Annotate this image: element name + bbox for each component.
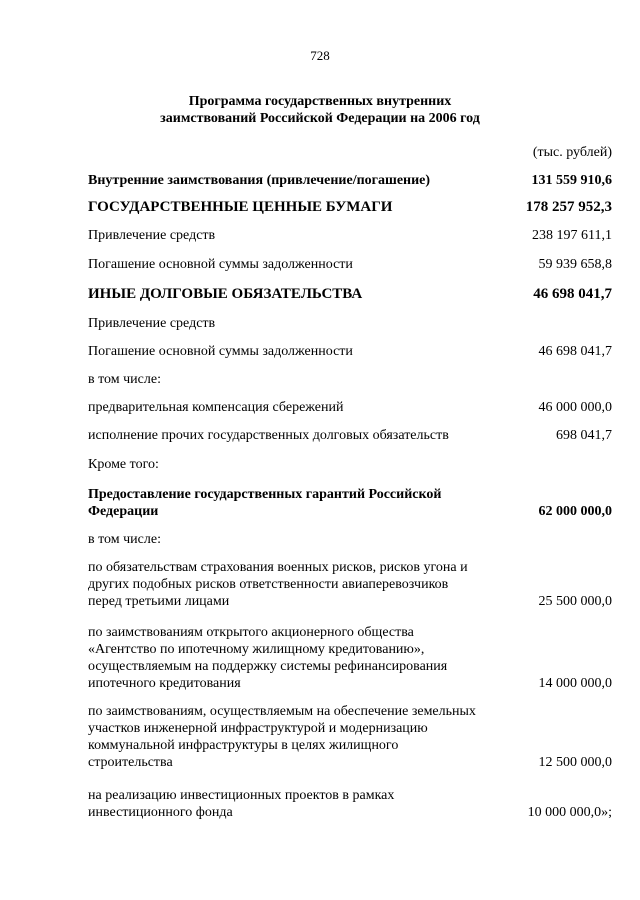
row-domestic-borrowings <box>88 172 612 189</box>
row-value: 62 000 000,0 <box>538 504 612 519</box>
row-label-line: строительства <box>88 755 173 770</box>
row-label: в том числе: <box>88 532 161 547</box>
row-including-2 <box>88 531 612 548</box>
row-funds-raising <box>88 227 612 244</box>
row-value: 131 559 910,6 <box>531 173 612 188</box>
row-label: Привлечение средств <box>88 228 216 243</box>
row-mortgage-agency <box>88 624 612 692</box>
row-label: Кроме того: <box>88 457 159 472</box>
row-label-line: Предоставление государственных гарантий Российской <box>88 487 442 502</box>
row-label: исполнение прочих государственных долговых обязательств <box>88 428 449 443</box>
row-label-line: «Агентство по ипотечному жилищному кредитованию», <box>88 642 425 657</box>
row-label: в том числе: <box>88 372 161 387</box>
row-label <box>88 703 528 771</box>
row-war-risk-insurance <box>88 559 612 610</box>
row-including <box>88 371 612 388</box>
row-value: 59 939 658,8 <box>538 257 612 272</box>
row-value: 10 000 000,0»; <box>527 805 612 820</box>
document-title <box>0 93 640 127</box>
row-label-line: перед третьими лицами <box>88 594 230 609</box>
row-value: 178 257 952,3 <box>525 199 612 215</box>
title-line-1: Программа государственных внутренних <box>188 94 452 109</box>
page-number: 728 <box>310 48 330 63</box>
row-value: 46 698 041,7 <box>538 344 612 359</box>
title-line-2: заимствований Российской Федерации на 2006 год <box>160 111 480 126</box>
row-investment-fund <box>88 787 612 821</box>
row-value: 238 197 611,1 <box>532 228 612 243</box>
row-label <box>88 486 518 520</box>
row-label: ГОСУДАРСТВЕННЫЕ ЦЕННЫЕ БУМАГИ <box>88 199 393 215</box>
row-label-line: по обязательствам страхования военных рисков, рисков угона и <box>88 560 468 575</box>
row-principal-repayment <box>88 256 612 273</box>
row-label-line: других подобных рисков ответственности авиаперевозчиков <box>88 577 449 592</box>
row-label-line: участков инженерной инфраструктурой и модернизацию <box>88 721 428 736</box>
row-label-line: Федерации <box>88 504 159 519</box>
row-label: предварительная компенсация сбережений <box>88 400 344 415</box>
row-label-line: осуществляемым на поддержку системы рефинансирования <box>88 659 448 674</box>
row-savings-compensation <box>88 399 612 416</box>
row-state-guarantees <box>88 486 612 520</box>
row-value: 12 500 000,0 <box>538 755 612 770</box>
row-besides <box>88 456 612 473</box>
row-label-line: коммунальной инфраструктуры в целях жилищного <box>88 738 399 753</box>
row-label-line: инвестиционного фонда <box>88 805 233 820</box>
row-value: 698 041,7 <box>556 428 612 443</box>
row-label <box>88 624 528 692</box>
row-value: 14 000 000,0 <box>538 676 612 691</box>
row-land-infrastructure <box>88 703 612 771</box>
row-label: ИНЫЕ ДОЛГОВЫЕ ОБЯЗАТЕЛЬСТВА <box>88 286 363 302</box>
row-label-line: на реализацию инвестиционных проектов в рамках <box>88 788 395 803</box>
row-label: Привлечение средств <box>88 316 216 331</box>
row-principal-repayment-2 <box>88 343 612 360</box>
row-other-obligations-fulfillment <box>88 427 612 444</box>
row-label-line: ипотечного кредитования <box>88 676 241 691</box>
row-label: Погашение основной суммы задолженности <box>88 344 353 359</box>
row-label-line: по заимствованиям открытого акционерного общества <box>88 625 414 640</box>
row-label: Внутренние заимствования (привлечение/погашение) <box>88 173 431 188</box>
row-label-line: по заимствованиям, осуществляемым на обеспечение земельных <box>88 704 476 719</box>
row-label <box>88 787 528 821</box>
row-value: 25 500 000,0 <box>538 594 612 609</box>
row-value: 46 000 000,0 <box>538 400 612 415</box>
row-value: 46 698 041,7 <box>533 286 612 302</box>
row-label: Погашение основной суммы задолженности <box>88 257 353 272</box>
row-funds-raising-2 <box>88 315 612 332</box>
row-label <box>88 559 528 610</box>
units-label: (тыс. рублей) <box>532 145 612 160</box>
row-government-securities <box>88 199 612 216</box>
row-other-debt-obligations <box>88 286 612 303</box>
